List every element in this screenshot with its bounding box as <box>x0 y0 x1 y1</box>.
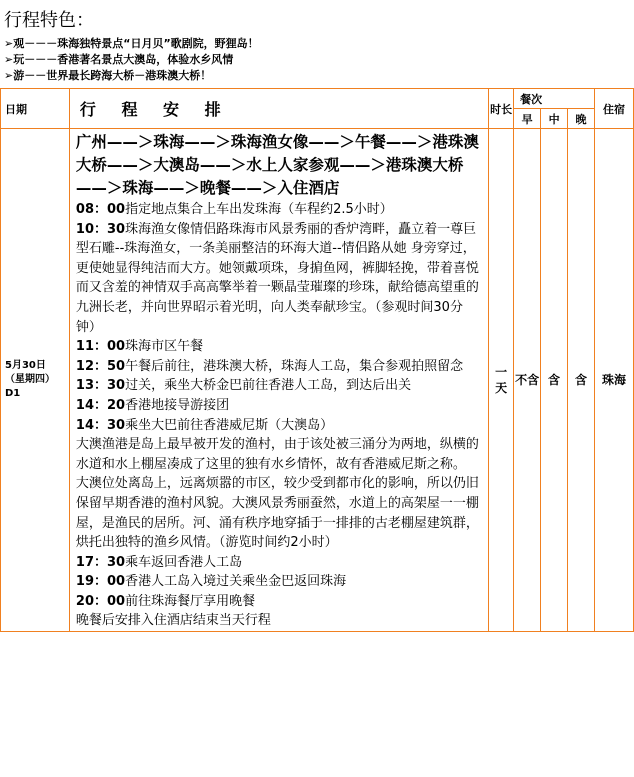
header-dinner: 晚 <box>568 109 595 129</box>
weekday-line: （星期四） <box>5 374 55 386</box>
itinerary-item <box>76 376 480 396</box>
item-time: 11：00 <box>75 339 126 355</box>
itinerary-table <box>0 88 634 632</box>
feature-line: ➢观－－－珠海独特景点“日月贝”歌剧院，野狸岛！ <box>4 37 259 50</box>
item-text: 乘车返回香港人工岛 <box>125 554 243 570</box>
date-line: 5月30日 <box>5 360 46 372</box>
itinerary-item <box>76 357 480 377</box>
item-time: 17：30 <box>75 554 126 570</box>
itinerary-item <box>76 572 480 592</box>
itinerary-item <box>76 200 480 220</box>
itinerary-item <box>76 611 480 631</box>
itinerary-item <box>76 416 480 436</box>
day-date <box>1 129 70 632</box>
header-stay: 住宿 <box>595 89 634 129</box>
item-text: 大澳位处离岛上，远离烦嚣的市区，较少受到都市化的影响，所以仍旧保留早期香港的渔村风貌。大澳风景秀丽蚕然，水道上的高架屋一一棚屋，是渔民的居所。河、涌有秩序地穿插于一排排的古老棚屋建筑群，烘托出独特的渔乡风情。（游览时间约2小时） <box>75 476 479 551</box>
item-time: 13：30 <box>75 378 126 394</box>
item-time: 20：00 <box>75 593 126 609</box>
item-text: 乘坐大巴前往香港威尼斯（大澳岛） <box>125 417 334 433</box>
item-time: 14：20 <box>75 397 126 413</box>
itinerary-item <box>76 337 480 357</box>
itinerary-item <box>76 474 480 552</box>
item-time: 14：30 <box>75 417 126 433</box>
header-plan: 行 程 安 排 <box>69 89 488 129</box>
day-lunch: 含 <box>541 129 568 632</box>
day-stay: 珠海 <box>595 129 634 632</box>
item-time: 19：00 <box>75 574 126 590</box>
header-breakfast: 早 <box>514 109 541 129</box>
feature-line: ➢游－－世界最长跨海大桥－港珠澳大桥！ <box>4 69 212 82</box>
route-summary: 广州——＞珠海——＞珠海渔女像——＞午餐——＞港珠澳大桥——＞大澳岛——＞水上人家参观——＞港珠澳大桥——＞珠海——＞晚餐——＞入住酒店 <box>75 133 479 197</box>
item-text: 香港人工岛入境过关乘坐金巴返回珠海 <box>125 574 347 590</box>
header-lunch: 中 <box>541 109 568 129</box>
item-text: 大澳渔港是岛上最早被开发的渔村，由于该处被三涌分为两地，纵横的水道和水上棚屋凑成了这里的独有水乡情怀，故有香港威尼斯之称。 <box>75 437 479 472</box>
item-text: 珠海渔女像情侣路珠海市风景秀丽的香炉湾畔，矗立着一尊巨型石雕--珠海渔女，一条美丽整洁的环海大道--情侣路从她 身旁穿过，更使她显得纯洁而大方。她领戴项珠，身掮鱼网，裤脚轻挽，带着喜悦而又含羞的神情双手高高擎举着一颗晶莹璀璨的珍珠，献给德高望重的九洲长老，并向世界昭示着光明，向人类奉献珍宝。（参观时间30分钟） <box>75 221 479 335</box>
itinerary-header <box>0 0 634 84</box>
item-time: 10：30 <box>75 221 126 237</box>
header-date: 日期 <box>1 89 70 129</box>
item-text: 香港地接导游接团 <box>125 397 230 413</box>
item-text: 过关，乘坐大桥金巴前往香港人工岛，到达后出关 <box>125 378 412 394</box>
item-text: 前往珠海餐厅享用晚餐 <box>125 593 256 609</box>
item-time: 08：00 <box>75 202 126 217</box>
item-text: 指定地点集合上车出发珠海（车程约2.5小时） <box>125 202 393 217</box>
itinerary-item <box>76 435 480 474</box>
item-text: 珠海市区午餐 <box>125 339 204 355</box>
day-duration: 一天 <box>489 129 514 632</box>
header-duration: 时长 <box>489 89 514 129</box>
day-breakfast: 不含 <box>514 129 541 632</box>
header-meals: 餐次 <box>514 89 595 109</box>
item-time: 12：50 <box>75 358 126 374</box>
item-text: 午餐后前往，港珠澳大桥，珠海人工岛，集合参观拍照留念 <box>125 358 464 374</box>
day-dinner: 含 <box>568 129 595 632</box>
itinerary-item <box>76 553 480 573</box>
day-itinerary <box>69 129 488 632</box>
itinerary-item <box>76 592 480 612</box>
day-code: D1 <box>5 388 21 400</box>
feature-line: ➢玩－－－香港著名景点大澳岛，体验水乡风情 <box>4 53 234 66</box>
features-title: 行程特色： <box>4 10 94 31</box>
itinerary-item <box>76 396 480 416</box>
itinerary-item <box>76 220 480 338</box>
item-text: 晚餐后安排入住酒店结束当天行程 <box>75 613 271 629</box>
